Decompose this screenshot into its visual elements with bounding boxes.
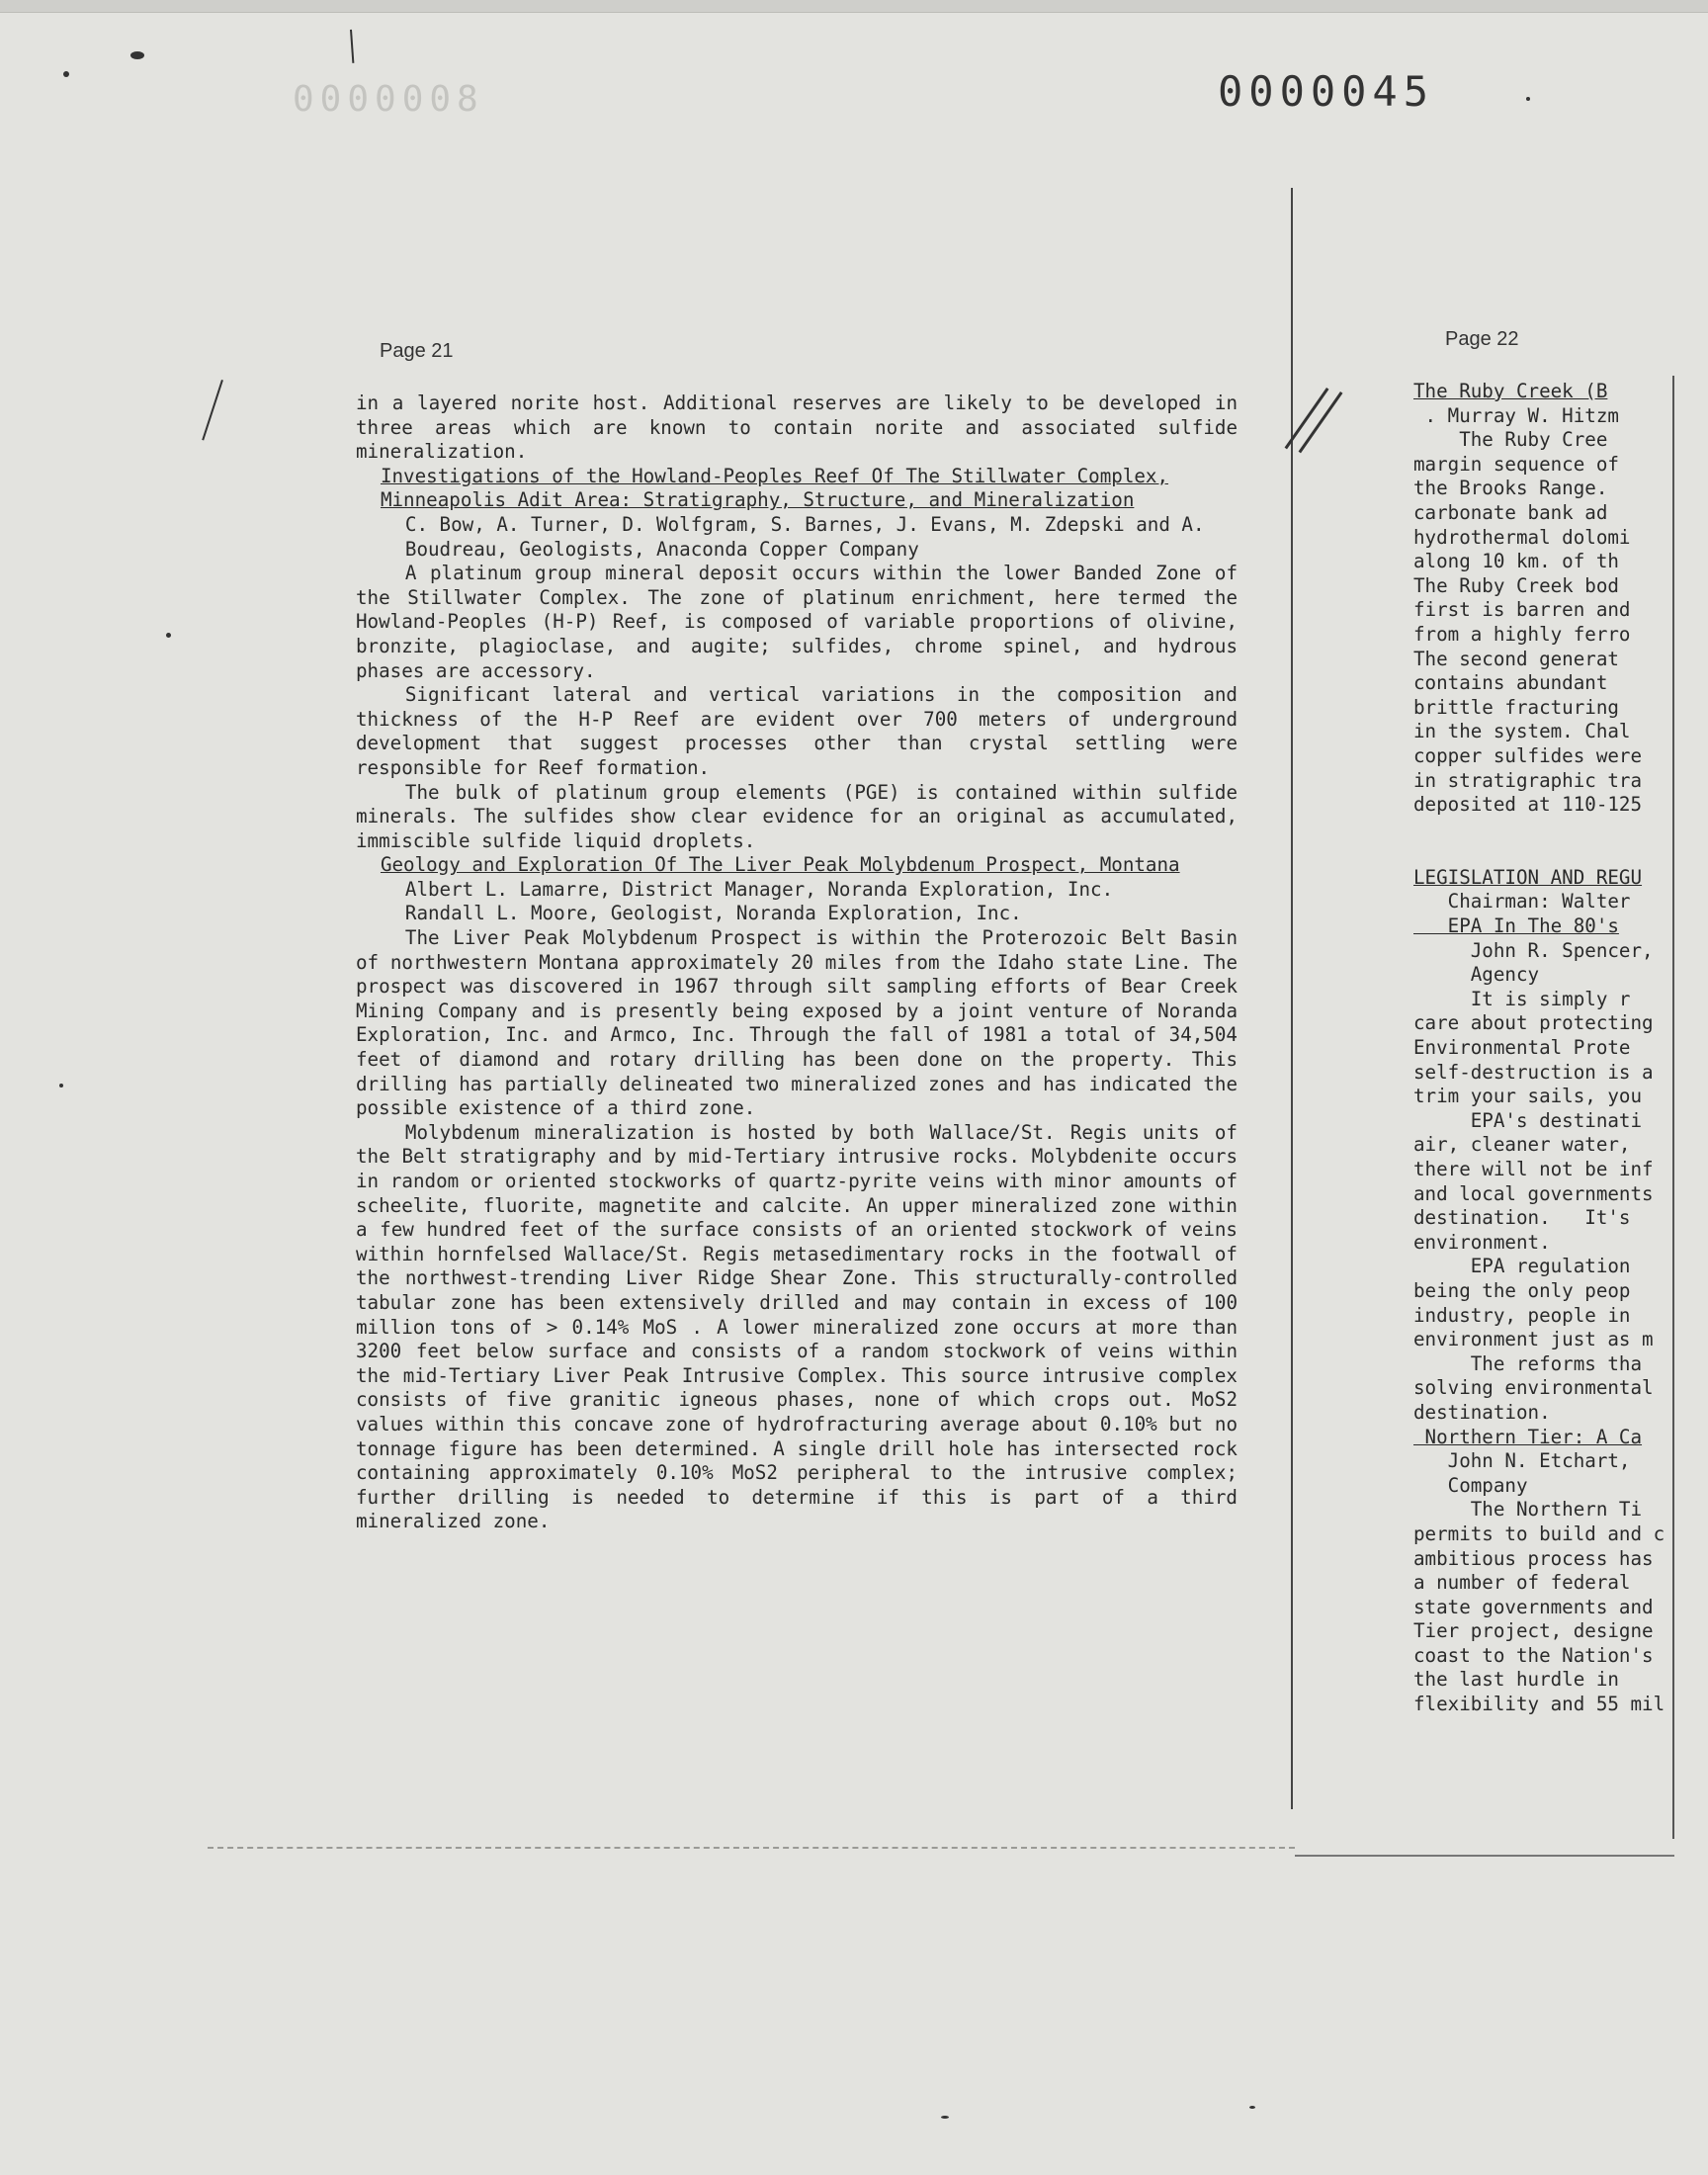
right-page-label: Page 22 xyxy=(1445,328,1519,350)
text-line: John R. Spencer, xyxy=(1413,938,1654,962)
text-line: flexibility and 55 mil xyxy=(1413,1693,1665,1716)
text-line: The reforms tha xyxy=(1413,1351,1643,1375)
paragraph-body: Significant lateral and vertical variations in the composition and thickness of the H-P Reef are evident over 700 meters of underground development that suggest processes other than crystal settling were responsible for Reef formation. xyxy=(356,683,1238,779)
text-line: Tier project, designe xyxy=(1413,1619,1654,1643)
text-line: self-destruction is a xyxy=(1413,1060,1654,1084)
scan-speck xyxy=(59,1084,63,1088)
text-line: Environmental Prote xyxy=(1413,1036,1631,1060)
section-heading-line: LEGISLATION AND REGU xyxy=(1413,865,1643,889)
text-line: air, cleaner water, xyxy=(1413,1133,1631,1157)
text-line: copper sulfides were xyxy=(1413,743,1643,767)
text-line: first is barren and xyxy=(1413,598,1631,622)
text-line: coast to the Nation's xyxy=(1413,1643,1654,1667)
text-line: hydrothermal dolomi xyxy=(1413,525,1631,549)
text-line: . Murray W. Hitzm xyxy=(1413,403,1619,427)
text-line: being the only peop xyxy=(1413,1278,1631,1302)
paragraph-body: in a layered norite host. Additional reserves are likely to be developed in three areas which are known to contain norite and associated sulfide mineralization. xyxy=(356,392,1238,464)
text-line: EPA regulation xyxy=(1413,1255,1631,1278)
text-line: destination. It's xyxy=(1413,1206,1631,1230)
bottom-dashed-rule xyxy=(208,1847,1295,1849)
right-page-body xyxy=(1413,380,1672,1717)
left-page-body xyxy=(356,392,1238,1534)
text-line: ambitious process has xyxy=(1413,1546,1654,1570)
right-page-edge-line xyxy=(1672,376,1674,1839)
text-line: environment. xyxy=(1413,1230,1551,1254)
paragraph-body: The bulk of platinum group elements (PGE) is contained within sulfide minerals. The sulfides show clear evidence for an original as accumulated, immiscible sulfide liquid droplets. xyxy=(356,780,1238,852)
text-line: trim your sails, you xyxy=(1413,1085,1643,1108)
scan-speck xyxy=(941,2116,949,2119)
article-authors: C. Bow, A. Turner, D. Wolfgram, S. Barnes, J. Evans, M. Zdepski and A. Boudreau, Geologists, Anaconda Copper Company xyxy=(404,512,1205,561)
scan-top-edge xyxy=(0,0,1708,13)
text-line: brittle fracturing xyxy=(1413,695,1619,719)
text-line xyxy=(1413,818,1672,842)
text-line: the last hurdle in xyxy=(1413,1668,1619,1692)
scan-speck xyxy=(63,71,69,77)
bottom-rule-right xyxy=(1295,1855,1674,1857)
article-authors: Albert L. Lamarre, District Manager, Noranda Exploration, Inc. xyxy=(404,877,1114,901)
article-title: Investigations of the Howland-Peoples Reef Of The Stillwater Complex, Minneapolis Adit Area: Stratigraphy, Structure, and Mineralization xyxy=(380,464,1169,512)
text-line: It is simply r xyxy=(1413,987,1631,1010)
text-line: John N. Etchart, xyxy=(1413,1449,1631,1473)
scan-speck xyxy=(1249,2106,1255,2109)
section-heading-line: The Ruby Creek (B xyxy=(1413,380,1608,402)
text-line: Chairman: Walter xyxy=(1413,890,1631,914)
page-divider-line xyxy=(1291,188,1293,1809)
paragraph-body: The Liver Peak Molybdenum Prospect is within the Proterozoic Belt Basin of northwestern Montana approximately 20 miles from the Idaho state Line. The prospect was discovered in 1967 through silt sampling efforts of Bear Creek Mining Company and is presently being exposed by a joint venture of Noranda Exploration, Inc. and Armco, Inc. Through the fall of 1981 a total of 34,504 feet of diamond and rotary drilling has been done on the property. This drilling has partially delineated two mineralized zones and has indicated the possible existence of a third zone. xyxy=(356,926,1238,1120)
text-line: carbonate bank ad xyxy=(1413,500,1608,524)
text-line: The Northern Ti xyxy=(1413,1498,1643,1522)
text-line: deposited at 110-125 xyxy=(1413,793,1643,817)
text-line: destination. xyxy=(1413,1400,1551,1424)
scan-speck xyxy=(1526,97,1530,101)
text-line: Agency xyxy=(1413,963,1540,987)
text-line: state governments and xyxy=(1413,1595,1654,1618)
text-line: permits to build and c xyxy=(1413,1522,1665,1545)
article-authors: Randall L. Moore, Geologist, Noranda Exploration, Inc. xyxy=(404,902,1022,925)
section-heading-line: Northern Tier: A Ca xyxy=(1413,1425,1643,1448)
paragraph-body: Molybdenum mineralization is hosted by both Wallace/St. Regis units of the Belt stratigraphy and by mid-Tertiary intrusive rocks. Molybdenite occurs in random or oriented stockworks of quartz-pyrite veins with minor amounts of scheelite, fluorite, magnetite and calcite. An upper mineralized zone within a few hundred feet of the surface consists of an oriented stockwork of veins within hornfelsed Wallace/St. Regis metasedimentary rocks in the footwall of the northwest-trending Liver Ridge Shear Zone. This structurally-controlled tabular zone has been extensively drilled and may contain in excess of 100 million tons of > 0.14% MoS . A lower mineralized zone occurs at more than 3200 feet below surface and consists of a random stockwork of veins within the mid-Tertiary Liver Peak Intrusive Complex. This source intrusive complex consists of five granitic igneous phases, none of which crops out. MoS2 values within this concave zone of hydrofracturing average about 0.10% but no tonnage figure has been determined. A single drill hole has intersected rock containing approximately 0.10% MoS2 peripheral to the intrusive complex; further drilling is needed to determine if this is part of a third mineralized zone. xyxy=(356,1120,1238,1533)
text-line: margin sequence of xyxy=(1413,452,1619,476)
scan-speck xyxy=(166,633,171,638)
text-line: solving environmental xyxy=(1413,1376,1654,1400)
text-line: EPA's destinati xyxy=(1413,1108,1643,1132)
text-line xyxy=(1413,841,1672,866)
paragraph-body: A platinum group mineral deposit occurs within the lower Banded Zone of the Stillwater Complex. The zone of platinum enrichment, here termed the Howland-Peoples (H-P) Reef, is composed of variable proportions of olivine, bronzite, plagioclase, and augite; sulfides, chrome spinel, and hydrous phases are accessory. xyxy=(356,562,1238,682)
text-line: the Brooks Range. xyxy=(1413,477,1608,500)
text-line: The Ruby Cree xyxy=(1413,428,1608,452)
text-line: The second generat xyxy=(1413,647,1619,670)
text-line: along 10 km. of th xyxy=(1413,550,1619,573)
text-line: care about protecting xyxy=(1413,1011,1654,1035)
text-line: environment just as m xyxy=(1413,1328,1654,1351)
text-line: and local governments xyxy=(1413,1181,1654,1205)
text-line: contains abundant xyxy=(1413,671,1608,695)
text-line: The Ruby Creek bod xyxy=(1413,573,1619,597)
article-title: Geology and Exploration Of The Liver Peak Molybdenum Prospect, Montana xyxy=(380,853,1180,877)
ghost-document-number: 0000008 xyxy=(293,79,484,120)
text-line: in the system. Chal xyxy=(1413,720,1631,743)
text-line: industry, people in xyxy=(1413,1303,1631,1327)
scan-speck xyxy=(130,51,144,59)
text-line: in stratigraphic tra xyxy=(1413,768,1643,792)
left-page-label: Page 21 xyxy=(380,340,454,362)
document-number: 0000045 xyxy=(1218,67,1435,116)
text-line: a number of federal xyxy=(1413,1571,1631,1595)
text-line: Company xyxy=(1413,1473,1528,1497)
section-heading-line: EPA In The 80's xyxy=(1413,914,1619,938)
text-line: there will not be inf xyxy=(1413,1158,1654,1180)
text-line: from a highly ferro xyxy=(1413,622,1631,646)
